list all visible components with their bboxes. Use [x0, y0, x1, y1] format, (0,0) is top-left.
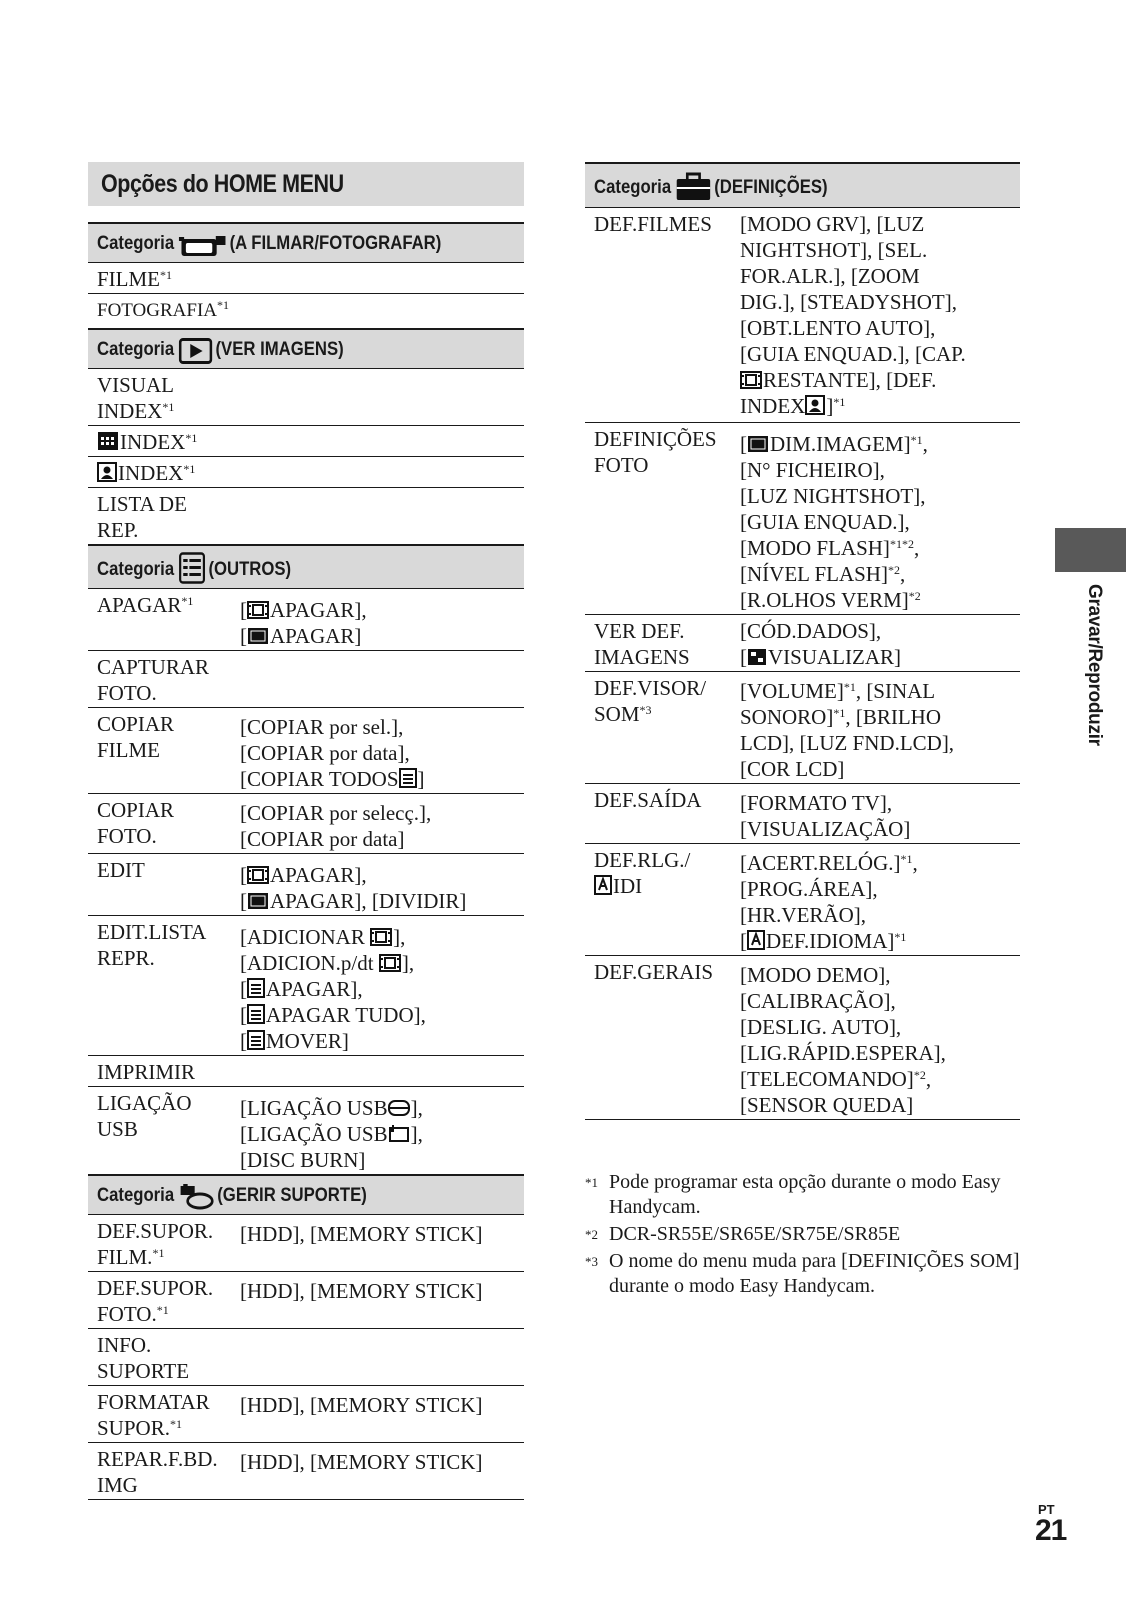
- category-row-ver: Categoria (VER IMAGENS): [88, 329, 524, 369]
- media-icon: [179, 1184, 214, 1210]
- page-number: 21: [1035, 1514, 1067, 1547]
- playlist-icon: [247, 978, 265, 998]
- table-row: INDEX$^{*1}$: [88, 457, 524, 488]
- category-row-filmar: Categoria (A FILMAR/FOTOGRAFAR): [88, 223, 524, 263]
- footnote: *1 Pode programar esta opção durante o modo Easy Handycam.: [585, 1171, 1001, 1218]
- table-row: FILME$^{*1}$: [88, 263, 524, 294]
- toolbox-icon: [676, 172, 711, 202]
- footnote: *2 DCR-SR55E/SR65E/SR75E/SR85E: [585, 1223, 901, 1245]
- table-row: EDIT [ APAGAR], [ APAGAR], [DIVIDIR]: [88, 854, 524, 916]
- play-icon: [179, 338, 212, 364]
- table-row: DEF.FILMES [MODO GRV], [LUZ NIGHTSHOT], [SEL. FOR.ALR.], [ZOOM DIG.], [STEADYSHOT], [OBT.LENTO AUTO], [GUIA ENQUAD.], [CAP. RESTANTE], [DEF. INDEX ]$^{*1}$: [585, 208, 1020, 423]
- face-index-icon: [97, 462, 117, 482]
- footnotes: [585, 1170, 1025, 1301]
- table-row: DEF.VISOR/ SOM$^{*3}$ [VOLUME]$^{*1}$, [SINAL SONORO]$^{*1}$, [BRILHO LCD], [LUZ FND.LCD], [COR LCD]: [585, 672, 1020, 784]
- footnote: *3 O nome do menu muda para [DEFINIÇÕES SOM] durante o modo Easy Handycam.: [585, 1250, 1020, 1297]
- list-icon: [179, 552, 205, 584]
- playlist-icon: [399, 768, 417, 788]
- photo-icon: [247, 892, 269, 910]
- table-row: REPAR.F.BD. IMG [HDD], [MEMORY STICK]: [88, 1443, 524, 1500]
- home-menu-table-right: [585, 162, 1020, 1120]
- film-icon: [379, 954, 401, 972]
- table-row: DEFINIÇÕES FOTO [ DIM.IMAGEM]$^{*1}$, [N° FICHEIRO], [LUZ NIGHTSHOT], [GUIA ENQUAD.], [MODO FLASH]$^{*1*2}$, [NÍVEL FLASH]$^{*2}$, [R.OLHOS VERM]$^{*2}$: [585, 423, 1020, 615]
- hdd-icon: [388, 1099, 410, 1117]
- table-row: EDIT.LISTA REPR. [ADICIONAR ], [ADICION.p/dt ], [ APAGAR], [ APAGAR TUDO], [ MOVER]: [88, 916, 524, 1056]
- table-row: LIGAÇÃO USB [LIGAÇÃO USB ], [LIGAÇÃO USB ], [DISC BURN]: [88, 1087, 524, 1176]
- playlist-icon: [247, 1004, 265, 1024]
- photo-icon: [747, 435, 769, 453]
- film-icon: [370, 928, 392, 946]
- category-row-definicoes: Categoria (DEFINIÇÕES): [585, 163, 1020, 208]
- right-column: [585, 162, 1020, 1120]
- category-row-gerir: Categoria (GERIR SUPORTE): [88, 1175, 524, 1215]
- home-menu-table-left: [88, 222, 524, 1500]
- table-row: DEF.SUPOR. FILM.$^{*1}$ [HDD], [MEMORY STICK]: [88, 1215, 524, 1272]
- table-row: VER DEF. IMAGENS [CÓD.DADOS], [ VISUALIZAR]: [585, 615, 1020, 672]
- table-row: COPIAR FOTO. [COPIAR por selecç.], [COPIAR por data]: [88, 794, 524, 854]
- film-icon: [247, 866, 269, 884]
- film-icon: [247, 601, 269, 619]
- left-column: [88, 162, 524, 1500]
- category-row-outros: Categoria (OUTROS): [88, 545, 524, 589]
- table-row: COPIAR FILME [COPIAR por sel.], [COPIAR por data], [COPIAR TODOS ]: [88, 708, 524, 794]
- photo-icon: [247, 627, 269, 645]
- table-row: FORMATAR SUPOR.$^{*1}$ [HDD], [MEMORY STICK]: [88, 1386, 524, 1443]
- table-row: CAPTURAR FOTO.: [88, 651, 524, 708]
- table-row: INFO. SUPORTE: [88, 1329, 524, 1386]
- face-index-icon: [805, 395, 825, 415]
- table-row: APAGAR$^{*1}$ [ APAGAR], [ APAGAR]: [88, 589, 524, 651]
- table-row: LISTA DE REP.: [88, 488, 524, 546]
- table-row: IMPRIMIR: [88, 1056, 524, 1087]
- playlist-icon: [247, 1030, 265, 1050]
- page-language: PT: [1038, 1502, 1055, 1517]
- grid-index-icon: [97, 431, 119, 451]
- table-row: FOTOGRAFIA$^{*1}$: [88, 294, 524, 330]
- side-tab-marker: [1055, 528, 1126, 572]
- language-icon: [594, 875, 612, 895]
- table-row: VISUAL INDEX$^{*1}$: [88, 369, 524, 426]
- slideshow-icon: [747, 648, 767, 666]
- side-section-label: Gravar/Reproduzir: [1084, 584, 1105, 746]
- section-heading: Opções do HOME MENU: [88, 162, 524, 206]
- table-row: DEF.SUPOR. FOTO.$^{*1}$ [HDD], [MEMORY STICK]: [88, 1272, 524, 1329]
- memory-stick-icon: [388, 1125, 410, 1143]
- camera-icon: [179, 234, 227, 258]
- language-icon: [747, 930, 765, 950]
- table-row: DEF.RLG./ IDI [ACERT.RELÓG.]$^{*1}$, [PROG.ÁREA], [HR.VERÃO], [ DEF.IDIOMA]$^{*1}$: [585, 844, 1020, 956]
- table-row: DEF.GERAIS [MODO DEMO], [CALIBRAÇÃO], [DESLIG. AUTO], [LIG.RÁPID.ESPERA], [TELECOMANDO]$^{*2}$, [SENSOR QUEDA]: [585, 956, 1020, 1120]
- table-row: DEF.SAÍDA [FORMATO TV], [VISUALIZAÇÃO]: [585, 784, 1020, 844]
- film-icon: [740, 371, 762, 389]
- table-row: INDEX$^{*1}$: [88, 426, 524, 457]
